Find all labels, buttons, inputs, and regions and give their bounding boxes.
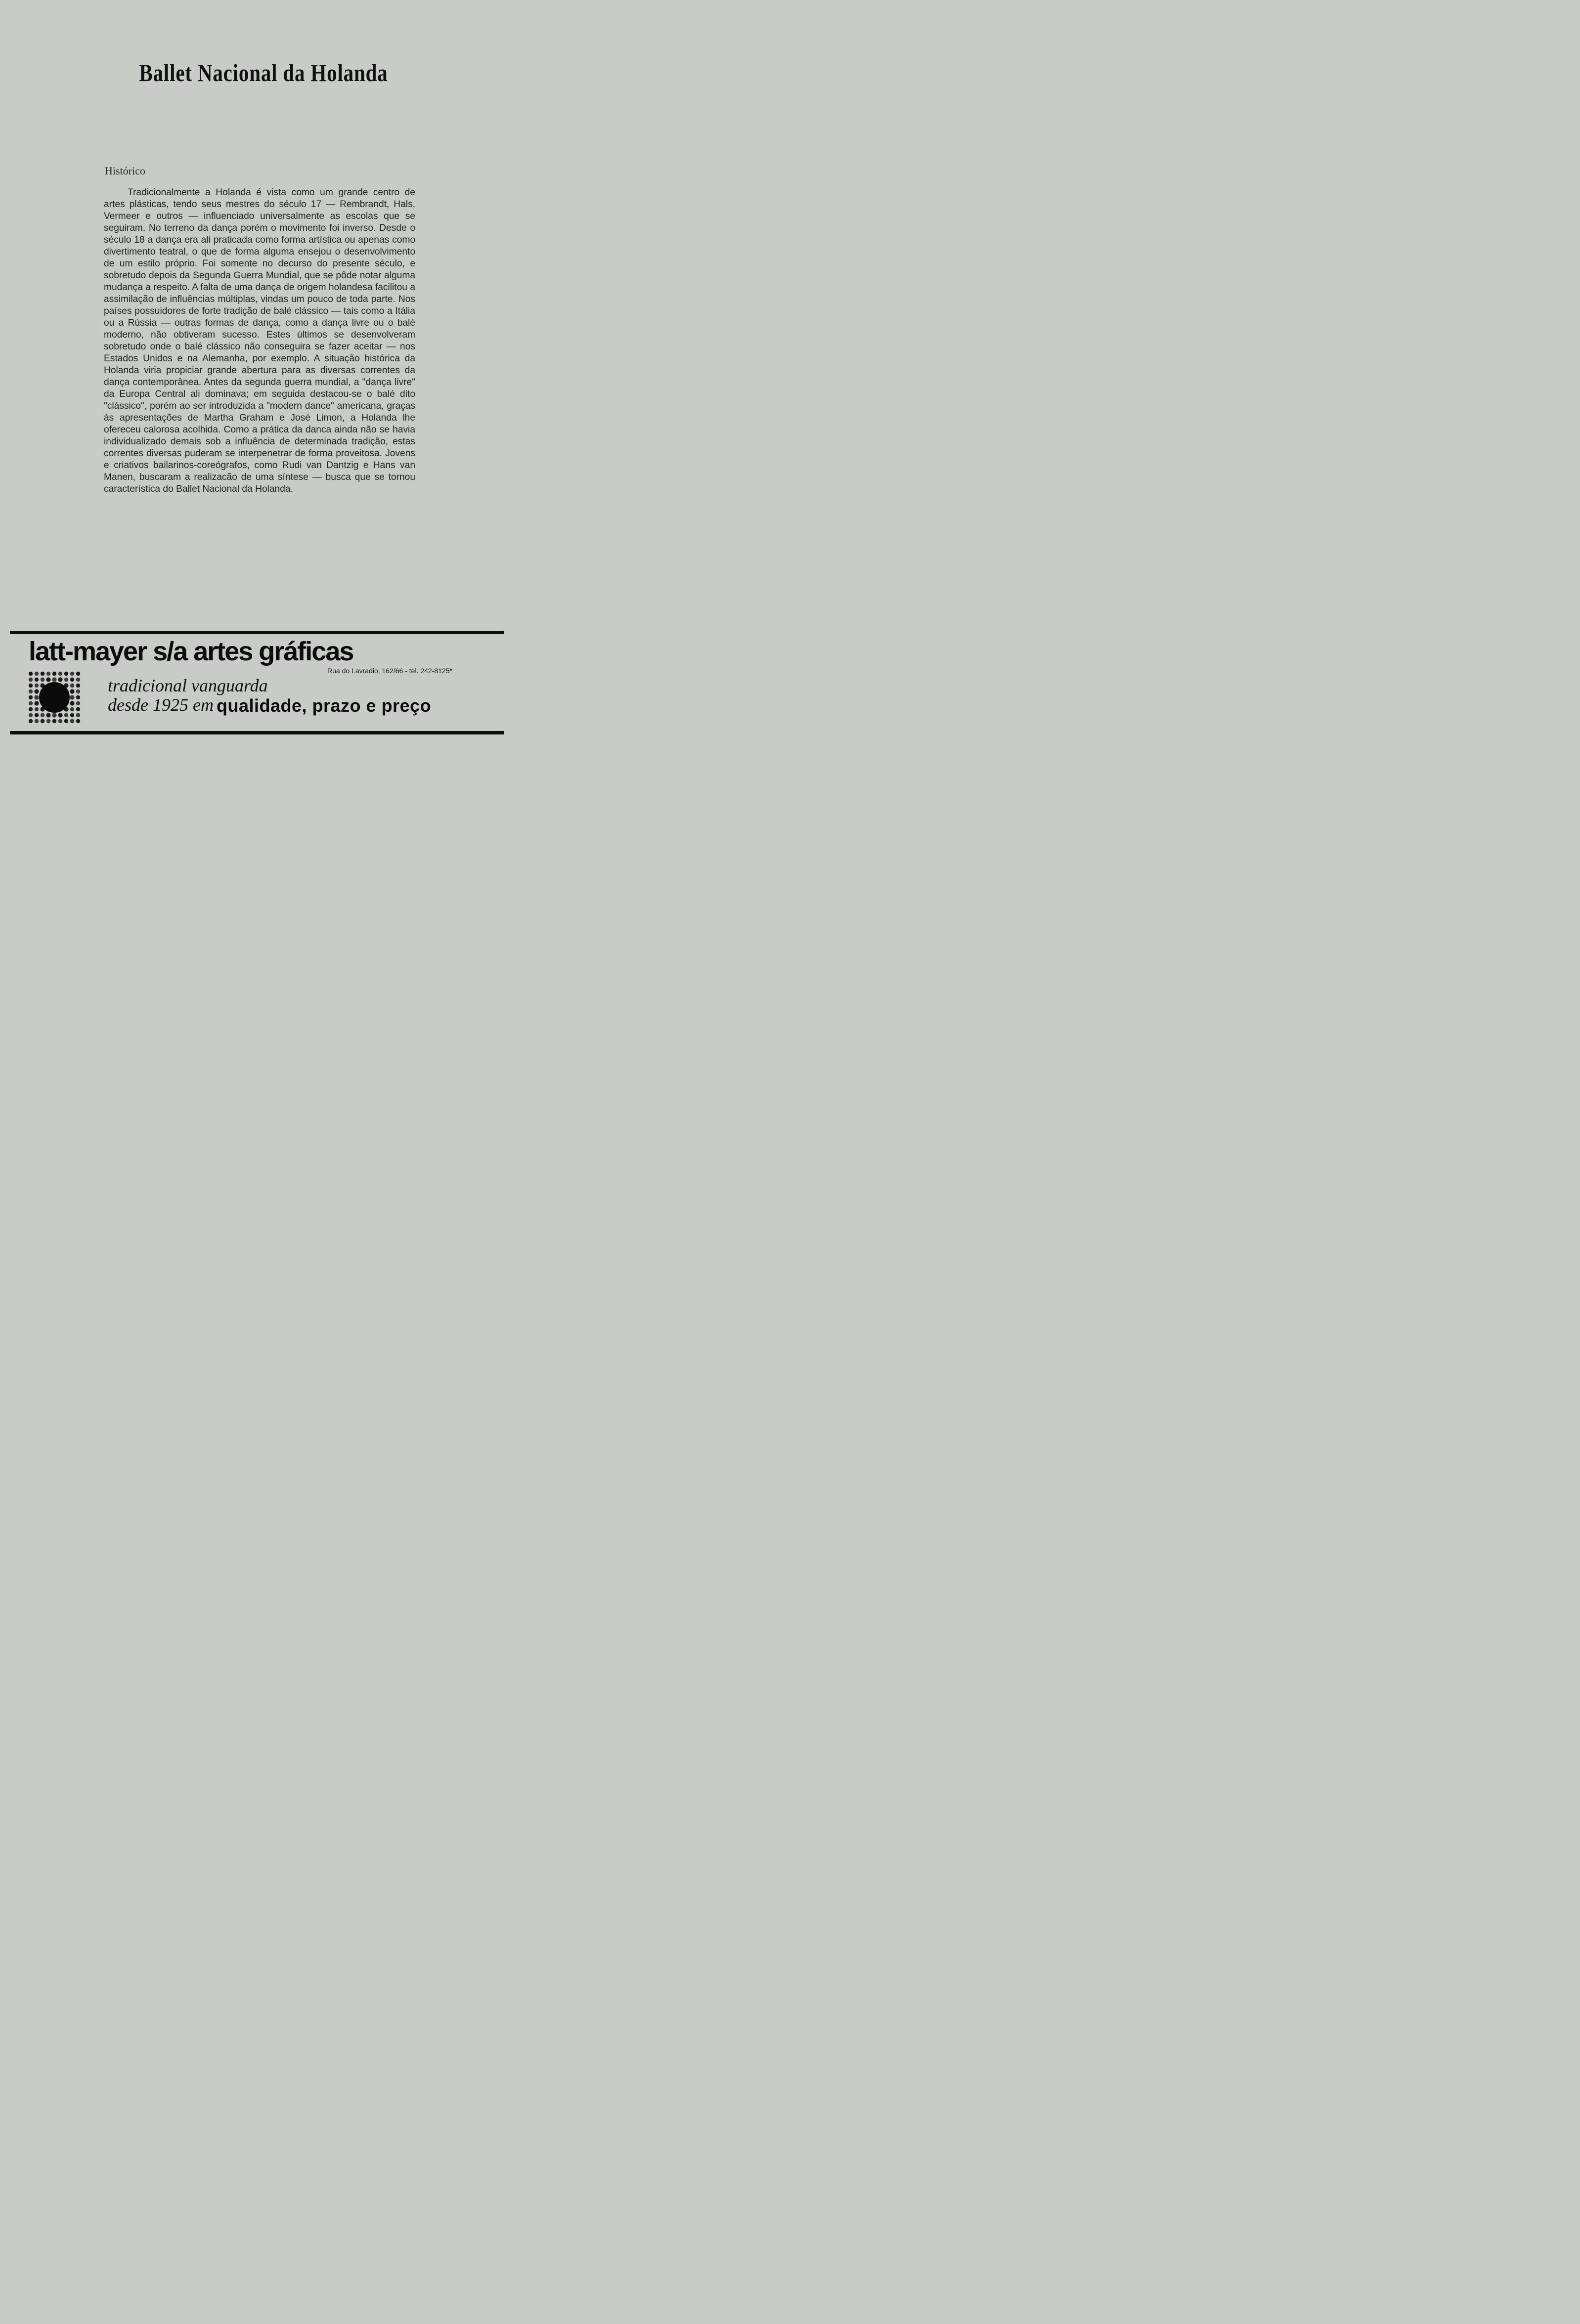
bottom-divider	[10, 731, 504, 734]
ad-company-name: latt-mayer s/a artes gráficas	[29, 637, 353, 666]
section-heading: Histórico	[105, 165, 145, 177]
ad-slogan-line2: desde 1925 em	[108, 695, 214, 715]
body-paragraph: Tradicionalmente a Holanda é vista como um grande centro de artes plásticas, tendo seus mestres do século 17 — Rembrandt, Hals, Vermeer e outros — influenciado universalmente as escolas que se seguiram. No terreno da dança porém o movimento foi inverso. Desde o século 18 a dança era ali praticada como forma artística ou apenas como divertimento teatral, o que de forma alguma ensejou o desenvolvimento de um estilo próprio. Foi somente no decurso do presente século, e sobretudo depois da Segunda Guerra Mundial, que se pôde notar alguma mudança a respeito. A falta de uma dança de origem holandesa facilitou a assimilação de influências múltiplas, vindas um pouco de toda parte. Nos países possuidores de forte tradição de balé clássico — tais como a Itália ou a Rússia — outras formas de dança, como a dança livre ou o balé moderno, não obtiveram sucesso. Estes últimos se desenvolveram sobretudo onde o balé clássico não conseguira se fazer aceitar — nos Estados Unidos e na Alemanha, por exemplo. A situação histórica da Holanda viria propiciar grande abertura para as diversas correntes da dança contemporânea. Antes da segunda guerra mundial, a "dança livre" da Europa Central ali dominava; em seguida destacou-se o balé dito "clássico", porém ao ser introduzida a "modern dance" americana, graças às apresentações de Martha Graham e José Limon, a Holanda lhe ofereceu calorosa acolhida. Como a prática da danca ainda não se havia individualizado demais sob a influência de determinada tradição, estas correntes diversas puderam se interpenetrar de forma proveitosa. Jovens e criativos bailarinos-coreógrafos, como Rudi van Dantzig e Hans van Manen, buscaram a realizacão de uma síntese — busca que se tornou característica do Ballet Nacional da Holanda.	[104, 187, 415, 494]
ad-address: Rua do Lavradio, 162/66 - tel. 242-8125*	[327, 667, 452, 675]
dotted-grid-circle-logo-icon	[28, 671, 81, 724]
ad-slogan-bold: qualidade, prazo e preço	[217, 695, 432, 716]
ad-slogan-line1: tradicional vanguarda	[108, 676, 268, 695]
top-divider	[10, 631, 504, 634]
page-title: Ballet Nacional da Holanda	[139, 59, 388, 86]
